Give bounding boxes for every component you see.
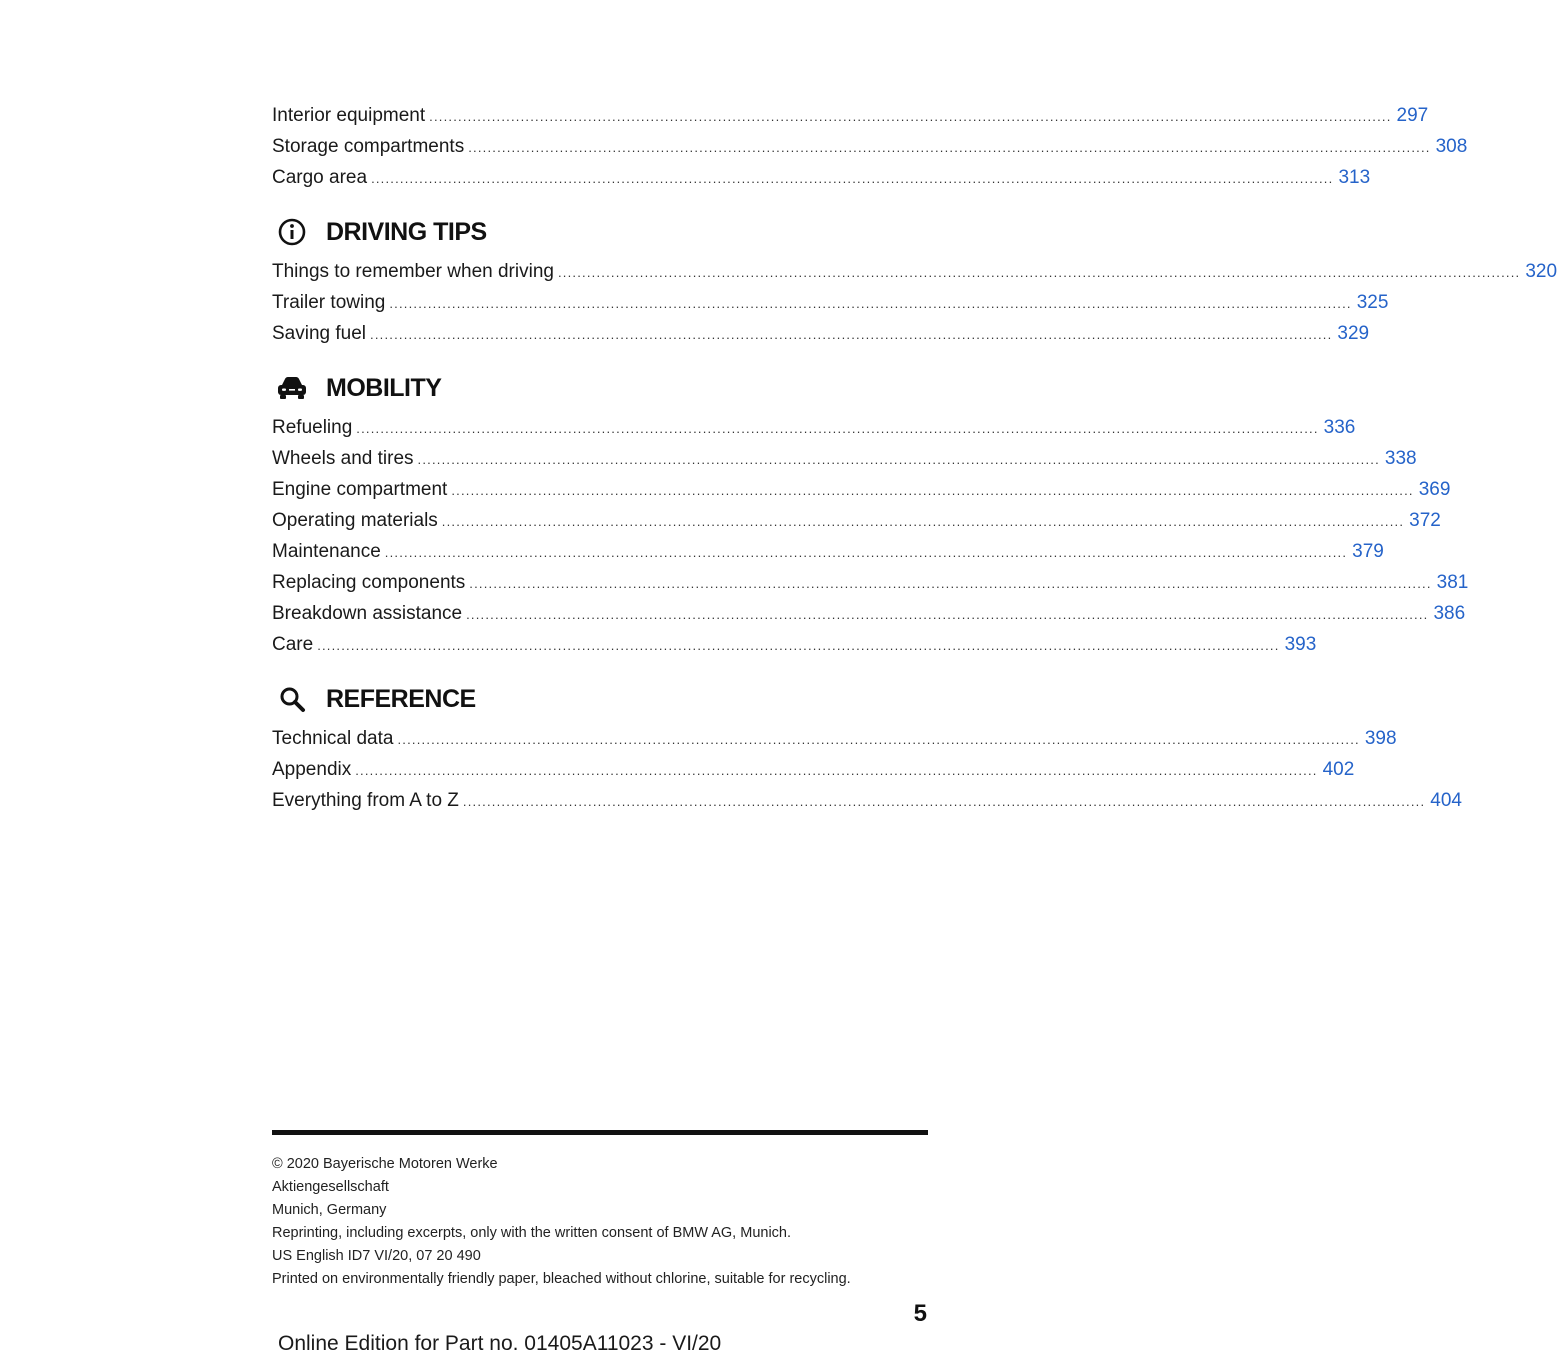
dot-leader: ........................................................................................................................................................................................................: [370, 327, 1333, 342]
toc-entry-label: Wheels and tires: [272, 448, 414, 469]
dot-leader: ........................................................................................................................................................................................................: [355, 763, 1318, 778]
section-heading: [272, 368, 928, 408]
imprint-footer: [272, 1130, 928, 1291]
toc-entry[interactable]: [272, 629, 1317, 660]
toc-entry[interactable]: [272, 131, 1468, 162]
toc-entry[interactable]: [272, 785, 1462, 816]
dot-leader: ........................................................................................................................................................................................................: [466, 607, 1429, 622]
toc-entry-label: Trailer towing: [272, 292, 386, 313]
toc-entry[interactable]: [272, 443, 1417, 474]
toc-entry-label: Storage compartments: [272, 136, 465, 157]
section-title: DRIVING TIPS: [326, 217, 487, 246]
toc-entry-label: Care: [272, 634, 314, 655]
toc-entry-page[interactable]: 404: [1430, 790, 1462, 811]
section-heading: [272, 212, 928, 252]
toc-entry-page[interactable]: 325: [1356, 292, 1389, 313]
dot-leader: ........................................................................................................................................................................................................: [557, 265, 1521, 280]
toc-entry-label: Everything from A to Z: [272, 790, 459, 811]
toc-entry-label: Cargo area: [272, 167, 368, 188]
car-icon: [274, 370, 310, 406]
toc-entry-page[interactable]: 320: [1525, 261, 1557, 282]
toc-entry-page[interactable]: 381: [1436, 572, 1469, 593]
dot-leader: ........................................................................................................................................................................................................: [317, 638, 1280, 653]
dot-leader: ........................................................................................................................................................................................................: [441, 514, 1405, 529]
toc-entry[interactable]: [272, 162, 1371, 193]
toc-entry-label: Technical data: [272, 728, 394, 749]
dot-leader: ........................................................................................................................................................................................................: [429, 109, 1392, 124]
toc-entry[interactable]: [272, 474, 1451, 505]
imprint-line: Printed on environmentally friendly paper, bleached without chlorine, suitable for recycling.: [272, 1271, 851, 1287]
footer-divider: [272, 1130, 928, 1135]
toc-entry-page[interactable]: 338: [1384, 448, 1417, 469]
dot-leader: ........................................................................................................................................................................................................: [371, 171, 1334, 186]
toc-entry-page[interactable]: 398: [1364, 728, 1397, 749]
toc-entry-page[interactable]: 386: [1433, 603, 1466, 624]
toc-entry[interactable]: [272, 318, 1370, 349]
toc-entry-page[interactable]: 379: [1352, 541, 1384, 562]
toc-entry-label: Engine compartment: [272, 479, 448, 500]
toc-entry-page[interactable]: 297: [1396, 105, 1429, 126]
toc-entry[interactable]: [272, 723, 1397, 754]
toc-entry-label: Interior equipment: [272, 105, 426, 126]
dot-leader: ........................................................................................................................................................................................................: [384, 545, 1348, 560]
toc-entry-label: Things to remember when driving: [272, 261, 554, 282]
toc-entry-label: Operating materials: [272, 510, 438, 531]
toc-entry[interactable]: [272, 256, 1557, 287]
dot-leader: ........................................................................................................................................................................................................: [451, 483, 1414, 498]
toc-entry[interactable]: [272, 505, 1441, 536]
toc-entry-page[interactable]: 369: [1418, 479, 1451, 500]
imprint-line: Aktiengesellschaft: [272, 1179, 389, 1195]
dot-leader: ........................................................................................................................................................................................................: [417, 452, 1380, 467]
section-title: MOBILITY: [326, 373, 442, 402]
toc-entry[interactable]: [272, 598, 1466, 629]
toc-entry-page[interactable]: 313: [1338, 167, 1371, 188]
search-icon: [274, 681, 310, 717]
toc-entry-page[interactable]: 336: [1323, 417, 1356, 438]
imprint-line: Munich, Germany: [272, 1202, 387, 1218]
dot-leader: ........................................................................................................................................................................................................: [389, 296, 1352, 311]
online-edition-watermark: Online Edition for Part no. 01405A11023 - VI/20: [278, 1332, 722, 1355]
toc-entry-label: Maintenance: [272, 541, 381, 562]
dot-leader: ........................................................................................................................................................................................................: [468, 140, 1431, 155]
toc-entry-page[interactable]: 329: [1337, 323, 1370, 344]
section-title: REFERENCE: [326, 684, 476, 713]
toc-entry-label: Breakdown assistance: [272, 603, 463, 624]
toc-entry-page[interactable]: 402: [1322, 759, 1355, 780]
dot-leader: ........................................................................................................................................................................................................: [397, 732, 1360, 747]
section-heading: [272, 679, 928, 719]
imprint-line: Reprinting, including excerpts, only with the written consent of BMW AG, Munich.: [272, 1225, 792, 1241]
dot-leader: ........................................................................................................................................................................................................: [469, 576, 1432, 591]
section-reference: [272, 679, 1462, 816]
section-driving-tips: [272, 212, 1557, 349]
table-of-contents: [272, 100, 1557, 816]
toc-entry[interactable]: [272, 100, 1429, 131]
toc-top-group: [272, 100, 1468, 193]
toc-entry[interactable]: [272, 536, 1384, 567]
info-icon: [274, 214, 310, 250]
toc-entry[interactable]: [272, 754, 1355, 785]
toc-entry-page[interactable]: 308: [1435, 136, 1468, 157]
page-number: 5: [913, 1300, 927, 1327]
toc-entry-label: Appendix: [272, 759, 352, 780]
imprint-line: © 2020 Bayerische Motoren Werke: [272, 1156, 498, 1172]
toc-entry-label: Saving fuel: [272, 323, 367, 344]
toc-entry-label: Refueling: [272, 417, 353, 438]
toc-entry-page[interactable]: 393: [1284, 634, 1317, 655]
toc-entry[interactable]: [272, 412, 1356, 443]
toc-entry-label: Replacing components: [272, 572, 466, 593]
dot-leader: ........................................................................................................................................................................................................: [462, 794, 1426, 809]
toc-entry[interactable]: [272, 567, 1469, 598]
toc-entry-page[interactable]: 372: [1409, 510, 1441, 531]
imprint-line: US English ID7 VI/20, 07 20 490: [272, 1248, 481, 1264]
toc-entry[interactable]: [272, 287, 1389, 318]
section-mobility: [272, 368, 1469, 660]
dot-leader: ........................................................................................................................................................................................................: [356, 421, 1319, 436]
